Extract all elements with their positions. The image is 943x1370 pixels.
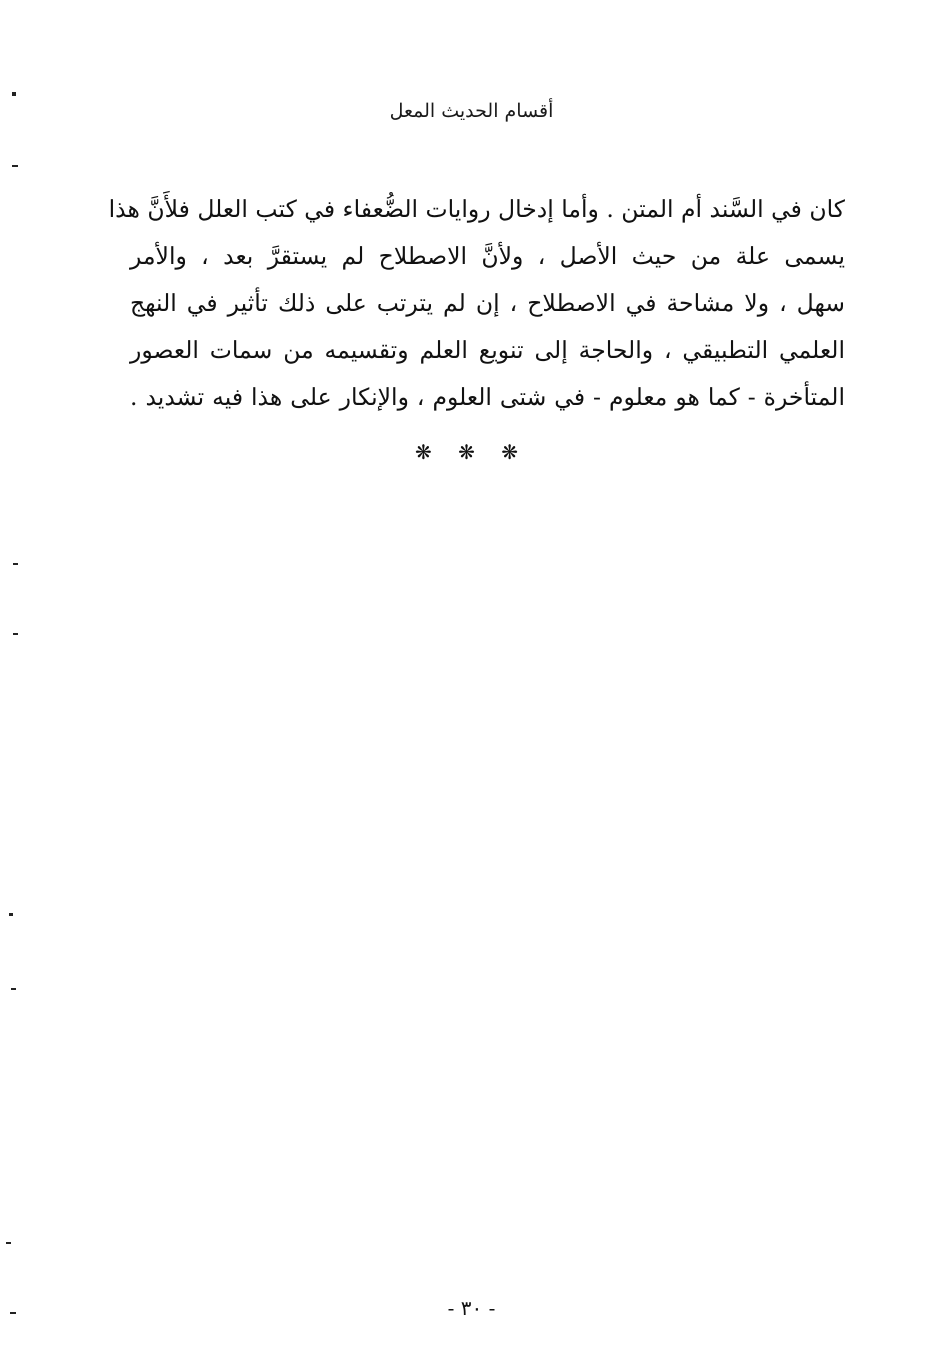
body-line: كان في السَّند أم المتن . وأما إدخال روايات الضُّعفاء في كتب العلل فلأَنَّ هذا (108, 195, 845, 223)
scan-speck (13, 633, 18, 635)
body-paragraph (108, 186, 845, 421)
body-line: المتأخرة - كما هو معلوم - في شتى العلوم ، والإنكار على هذا فيه تشديد . (130, 383, 845, 411)
body-line: العلمي التطبيقي ، والحاجة إلى تنويع العلم وتقسيمه من سمات العصور (130, 336, 845, 364)
section-separator: ❋ ❋ ❋ (415, 440, 528, 464)
scan-speck (13, 563, 18, 565)
running-header: أقسام الحديث المعل (389, 100, 554, 122)
scan-speck (10, 1312, 16, 1314)
body-line: يسمى علة من حيث الأصل ، ولأنَّ الاصطلاح لم يستقرَّ بعد ، والأمر (130, 242, 845, 270)
scan-speck (6, 1242, 11, 1244)
scan-speck (9, 913, 13, 916)
scan-speck (12, 92, 16, 96)
page-number: - ٣٠ - (447, 1296, 496, 1320)
scan-speck (12, 165, 18, 167)
body-line: سهل ، ولا مشاحة في الاصطلاح ، إن لم يترتب على ذلك تأثير في النهج (130, 289, 845, 317)
scan-speck (11, 988, 16, 990)
